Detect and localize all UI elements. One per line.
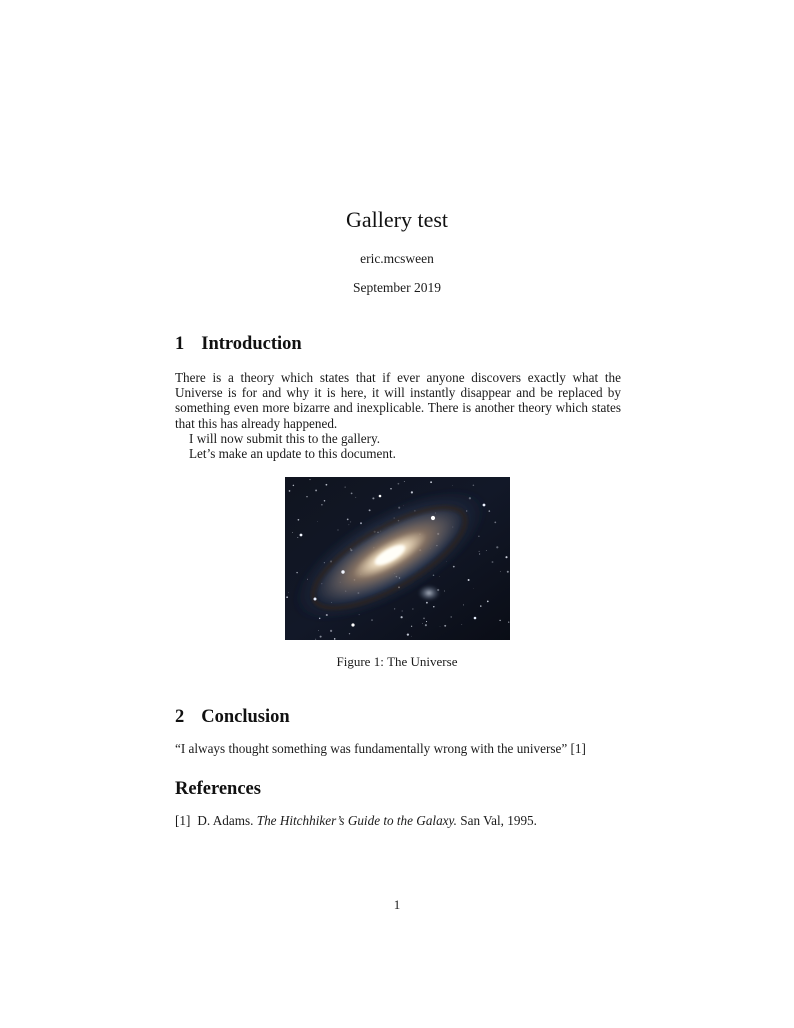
reference-marker: [1] — [175, 813, 191, 828]
reference-title: The Hitchhiker’s Guide to the Galaxy. — [256, 813, 457, 828]
document-date: September 2019 — [352, 280, 442, 295]
reference-item — [175, 813, 621, 828]
introduction-paragraph-1: There is a theory which states that if ever anyone discovers exactly what the Universe is for and why it is here, it will instantly disappear and be replaced by something even more bizarre and inexplicable. There is another theory which states that this has already happened. — [175, 370, 621, 431]
section-label: Conclusion — [201, 707, 290, 727]
section-number: 2 — [175, 707, 185, 727]
section-number: 1 — [175, 334, 185, 354]
reference-authors: D. Adams. — [197, 813, 254, 828]
introduction-paragraph-2: I will now submit this to the gallery. — [189, 431, 381, 446]
document-author: eric.mcsween — [360, 251, 434, 266]
section-label: Introduction — [201, 334, 302, 354]
galaxy-illustration — [285, 477, 510, 640]
companion-galaxy — [418, 585, 440, 601]
page-number: 1 — [393, 897, 401, 912]
document-title: Gallery test — [345, 207, 449, 232]
reference-publisher: San Val, 1995. — [460, 813, 537, 828]
reference-text — [197, 813, 537, 828]
galaxy-image — [285, 477, 510, 640]
references-heading: References — [175, 779, 261, 799]
section-heading-conclusion — [175, 707, 621, 728]
figure-caption — [0, 654, 794, 670]
conclusion-paragraph: “I always thought something was fundamentally wrong with the universe” [1] — [175, 741, 586, 756]
figure-caption-label: Figure 1: — [336, 654, 384, 669]
introduction-paragraph-3: Let’s make an update to this document. — [189, 446, 396, 461]
section-heading-introduction — [175, 334, 621, 355]
figure-caption-text: The Universe — [387, 654, 458, 669]
